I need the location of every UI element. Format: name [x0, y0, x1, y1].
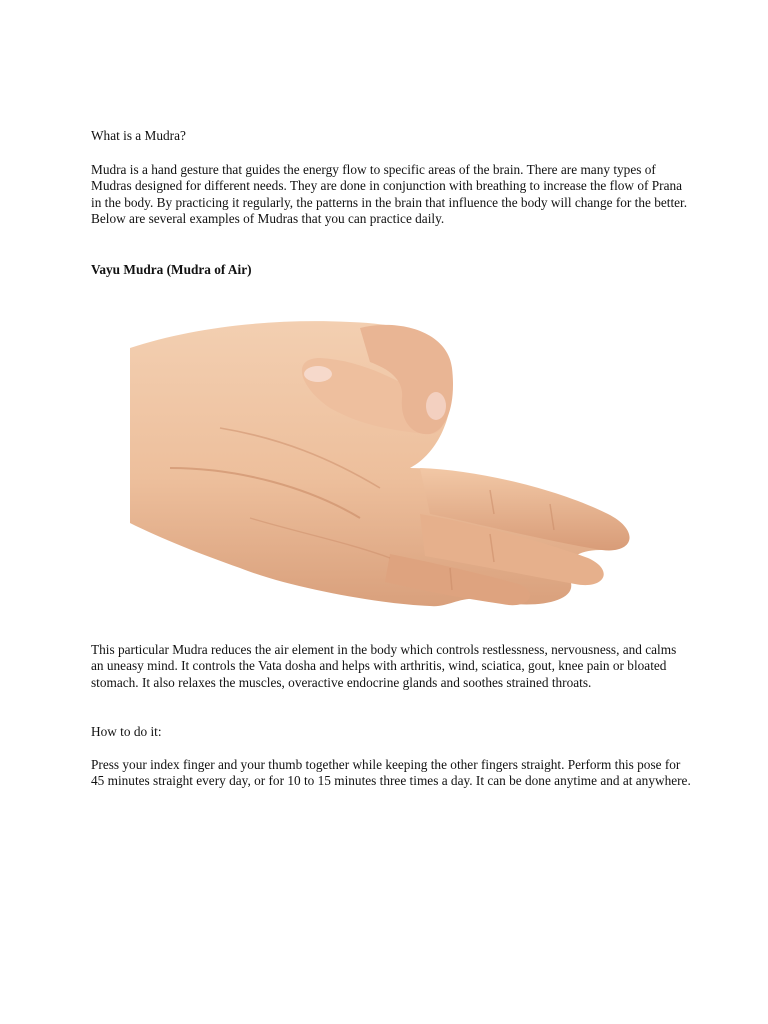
intro-paragraph: Mudra is a hand gesture that guides the energy flow to specific areas of the brain. There are many types of Mudras designed for different needs. They are done in conjunction with breathing to increase the flow of Prana in the body. By practicing it regularly, the patterns in the brain that influence the body will change for the better. Below are several examples of Mudras that you can practice daily.	[91, 162, 688, 227]
hand-illustration	[130, 318, 642, 614]
thumb-nail	[304, 366, 332, 382]
how-to-heading: How to do it:	[91, 724, 162, 739]
vayu-mudra-description: This particular Mudra reduces the air element in the body which controls restlessness, nervousness, and calms an uneasy mind. It controls the Vata dosha and helps with arthritis, wind, sciatica, gout, knee pain or bloated stomach. It also relaxes the muscles, overactive endocrine glands and soothes strained throats.	[91, 642, 677, 690]
vayu-mudra-hand-image	[130, 318, 642, 614]
index-nail	[426, 392, 446, 420]
instructions-paragraph: Press your index finger and your thumb together while keeping the other fingers straight. Perform this pose for 45 minutes straight every day, or for 10 to 15 minutes three times a day. It can be done anytime and at anywhere.	[91, 757, 691, 789]
vayu-mudra-title: Vayu Mudra (Mudra of Air)	[91, 262, 252, 277]
mudra-heading: What is a Mudra?	[91, 128, 186, 143]
